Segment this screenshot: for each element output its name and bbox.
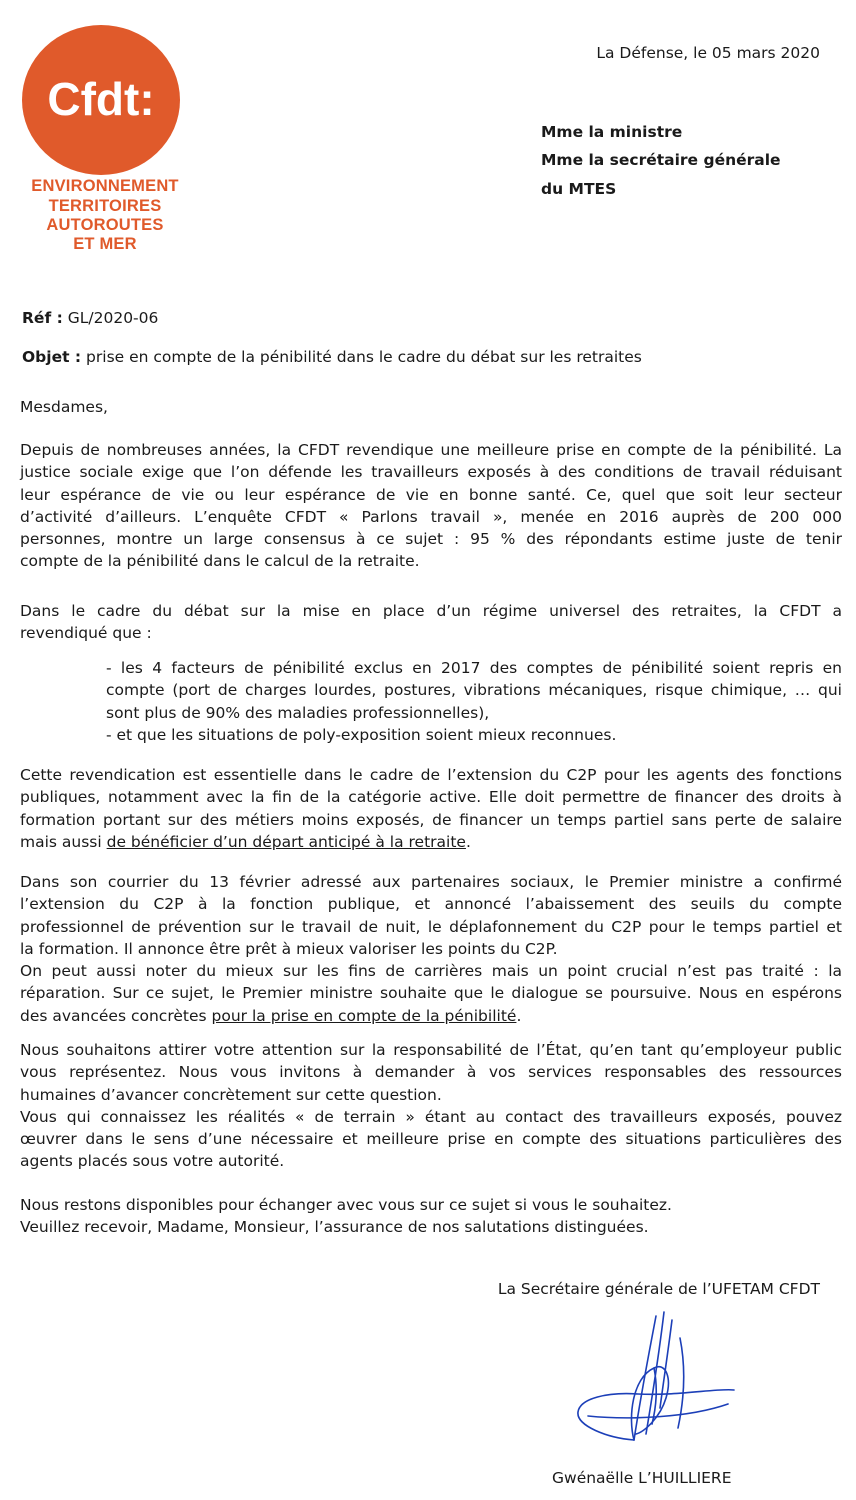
bullet-item: - et que les situations de poly-exposition soient mieux reconnues. — [106, 725, 617, 744]
logo-text: Cfdt: — [47, 73, 155, 125]
letter-date: La Défense, le 05 mars 2020 — [596, 44, 820, 62]
signer-title: La Secrétaire générale de l’UFETAM CFDT — [497, 1280, 820, 1298]
text-line: publiques, notamment avec la fin de la catégorie active. Elle doit permettre de financer des droits à — [20, 788, 842, 807]
text-line: la formation. Il annonce être prêt à mieux valoriser les points du C2P. — [20, 939, 558, 958]
paragraph-2 — [20, 600, 842, 645]
text-line: vous représentez. Nous vous invitons à demander à vos services responsables des ressources — [20, 1063, 842, 1082]
reference-label: Réf : — [22, 309, 63, 327]
text-line: Veuillez recevoir, Madame, Monsieur, l’assurance de nos salutations distinguées. — [20, 1218, 649, 1237]
text-segment: des avancées concrètes — [20, 1006, 212, 1025]
text-line: compte (port de charges lourdes, postures, vibrations mécaniques, risque chimique, … qui — [106, 681, 842, 700]
union-line: ET MER — [73, 235, 137, 253]
text-line: leur espérance de vie ou leur espérance de vie en bonne santé. Ce, quel que soit leur secteur — [20, 485, 842, 504]
text-line: Vous qui connaissez les réalités « de terrain » étant au contact des travailleurs exposés, pouvez — [20, 1107, 842, 1126]
text-line — [20, 831, 842, 853]
recipient-line: Mme la ministre — [541, 123, 683, 141]
signer-name: Gwénaëlle L’HUILLIERE — [552, 1469, 732, 1487]
text-segment: . — [465, 832, 471, 851]
text-line: d’activité d’ailleurs. L’enquête CFDT « Parlons travail », menée en 2016 auprès de 200 000 — [20, 507, 842, 526]
text-line: revendiqué que : — [20, 624, 152, 643]
text-line: l’extension du C2P à la fonction publique, et annoncé l’abaissement des seuils du compte — [20, 895, 842, 914]
union-line: AUTOROUTES — [46, 216, 164, 234]
text-line: professionnel de prévention sur le travail de nuit, le déplafonnement du C2P pour le temps partiel et — [20, 917, 842, 936]
text-line: agents placés sous votre autorité. — [20, 1152, 285, 1171]
cfdt-logo — [22, 25, 180, 175]
text-line: On peut aussi noter du mieux sur les fins de carrières mais un point crucial n’est pas traité : la — [20, 962, 842, 981]
text-line: justice sociale exige que l’on défende les travailleurs exposés à des conditions de travail réduisant — [20, 463, 842, 482]
salutation: Mesdames, — [20, 398, 108, 416]
subject-line — [22, 348, 642, 366]
bullet-item — [106, 657, 842, 746]
union-line: ENVIRONNEMENT — [31, 177, 179, 195]
text-line: Depuis de nombreuses années, la CFDT revendique une meilleure prise en compte de la pénibilité. La — [20, 441, 842, 459]
text-line: réparation. Sur ce sujet, le Premier ministre souhaite que le dialogue se poursuive. Nous en espérons — [20, 984, 842, 1003]
underlined-text: de bénéficier d’un départ anticipé à la retraite — [106, 832, 466, 851]
text-line: Dans le cadre du débat sur la mise en place d’un régime universel des retraites, la CFDT a — [20, 602, 842, 620]
recipient-line: du MTES — [541, 180, 617, 198]
recipient-line: Mme la secrétaire générale — [541, 151, 781, 169]
text-segment: . — [516, 1006, 522, 1025]
underlined-text: pour la prise en compte de la pénibilité — [211, 1006, 517, 1025]
text-line: compte de la pénibilité dans le calcul de la retraite. — [20, 552, 420, 571]
union-line: TERRITOIRES — [48, 197, 162, 215]
text-segment: mais aussi — [20, 832, 107, 851]
subject-value: prise en compte de la pénibilité dans le cadre du débat sur les retraites — [86, 348, 642, 366]
reference-line — [22, 309, 158, 327]
subject-label: Objet : — [22, 348, 82, 366]
paragraph-6 — [20, 1194, 842, 1239]
text-line: Nous souhaitons attirer votre attention sur la responsabilité de l’État, qu’en tant qu’employeur public — [20, 1041, 842, 1059]
text-line: - les 4 facteurs de pénibilité exclus en 2017 des comptes de pénibilité soient repris en — [106, 659, 842, 677]
text-line: Dans son courrier du 13 février adressé aux partenaires sociaux, le Premier ministre a confirmé — [20, 873, 842, 891]
text-line: formation portant sur des métiers moins exposés, de financer un temps partiel sans perte de salaire — [20, 810, 842, 829]
text-line: Cette revendication est essentielle dans le cadre de l’extension du C2P pour les agents des fonctions — [20, 766, 842, 784]
text-line: personnes, montre un large consensus à ce sujet : 95 % des répondants estime juste de tenir — [20, 530, 842, 549]
text-line: humaines d’avancer concrètement sur cette question. — [20, 1085, 442, 1104]
text-line: Nous restons disponibles pour échanger avec vous sur ce sujet si vous le souhaitez. — [20, 1196, 672, 1214]
text-line — [20, 1005, 842, 1027]
paragraph-3 — [20, 764, 842, 853]
paragraph-5 — [20, 1039, 842, 1173]
paragraph-4 — [20, 871, 842, 1027]
handwritten-signature — [568, 1308, 748, 1468]
paragraph-1 — [20, 439, 842, 573]
text-line: sont plus de 90% des maladies professionnelles), — [106, 703, 490, 722]
reference-value: GL/2020-06 — [67, 309, 159, 327]
text-line: œuvrer dans le sens d’une nécessaire et meilleure prise en compte des situations particulières des — [20, 1130, 842, 1149]
